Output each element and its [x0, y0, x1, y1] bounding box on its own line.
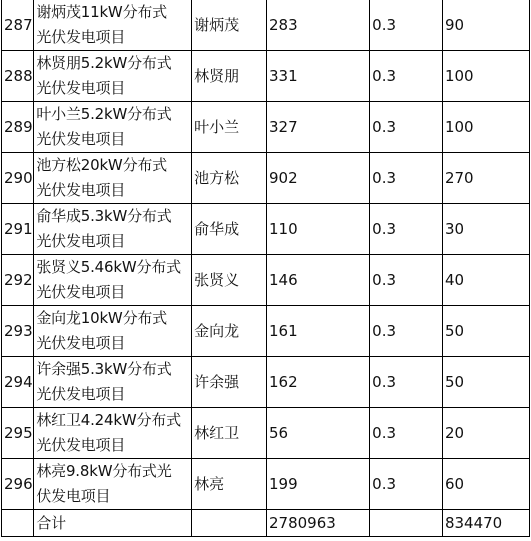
price-value: 0.3 [370, 204, 443, 255]
project-name-line2: 光伏发电项目 [36, 181, 126, 199]
price-value: 0.3 [370, 153, 443, 204]
total-empty-cell [192, 510, 267, 537]
project-name-line2: 光伏发电项目 [36, 385, 126, 403]
subsidy-value: 30 [442, 204, 529, 255]
capacity-value: 110 [266, 204, 369, 255]
subsidy-value: 100 [442, 102, 529, 153]
capacity-value: 161 [266, 306, 369, 357]
row-number: 288 [2, 51, 34, 102]
table-row [2, 51, 530, 102]
price-value: 0.3 [370, 102, 443, 153]
price-value: 0.3 [370, 255, 443, 306]
capacity-value: 146 [266, 255, 369, 306]
capacity-value: 331 [266, 51, 369, 102]
project-name-line2: 光伏发电项目 [36, 334, 126, 352]
owner-name: 谢炳茂 [192, 0, 267, 51]
owner-name: 叶小兰 [192, 102, 267, 153]
table-row [2, 408, 530, 459]
owner-name: 张贤义 [192, 255, 267, 306]
subsidy-table [1, 0, 530, 537]
row-number: 291 [2, 204, 34, 255]
row-number: 295 [2, 408, 34, 459]
price-value: 0.3 [370, 459, 443, 510]
total-empty-cell [2, 510, 34, 537]
total-capacity: 2780963 [266, 510, 369, 537]
row-number: 289 [2, 102, 34, 153]
table-row [2, 255, 530, 306]
owner-name: 林红卫 [192, 408, 267, 459]
project-name-line1: 林红卫4.24kW分布式 [36, 411, 181, 429]
project-name-line1: 许余强5.3kW分布式 [36, 360, 172, 378]
project-name-line1: 叶小兰5.2kW分布式 [36, 105, 172, 123]
capacity-value: 56 [266, 408, 369, 459]
row-number: 296 [2, 459, 34, 510]
total-empty-cell [370, 510, 443, 537]
project-name-line2: 光伏发电项目 [36, 79, 126, 97]
table-row [2, 459, 530, 510]
table-row [2, 204, 530, 255]
project-name-line1: 谢炳茂11kW分布式 [36, 3, 167, 21]
capacity-value: 902 [266, 153, 369, 204]
owner-name: 林亮 [192, 459, 267, 510]
table-row [2, 357, 530, 408]
owner-name: 池方松 [192, 153, 267, 204]
price-value: 0.3 [370, 306, 443, 357]
subsidy-value: 20 [442, 408, 529, 459]
project-name [34, 306, 192, 357]
subsidy-value: 60 [442, 459, 529, 510]
subsidy-value: 50 [442, 357, 529, 408]
subsidy-value: 50 [442, 306, 529, 357]
project-name-line1: 林亮9.8kW分布式光 [36, 462, 172, 480]
project-name-line2: 光伏发电项目 [36, 283, 126, 301]
price-value: 0.3 [370, 51, 443, 102]
owner-name: 金向龙 [192, 306, 267, 357]
subsidy-value: 100 [442, 51, 529, 102]
row-number: 293 [2, 306, 34, 357]
table-row [2, 306, 530, 357]
project-name-line1: 俞华成5.3kW分布式 [36, 207, 172, 225]
project-name-line1: 金向龙10kW分布式 [36, 309, 167, 327]
owner-name: 许余强 [192, 357, 267, 408]
row-number: 287 [2, 0, 34, 51]
capacity-value: 283 [266, 0, 369, 51]
total-label: 合计 [34, 510, 192, 537]
row-number: 294 [2, 357, 34, 408]
project-name [34, 153, 192, 204]
table-row [2, 0, 530, 51]
row-number: 292 [2, 255, 34, 306]
subsidy-value: 40 [442, 255, 529, 306]
project-name-line2: 光伏发电项目 [36, 436, 126, 454]
project-name [34, 357, 192, 408]
project-name-line2: 光伏发电项目 [36, 130, 126, 148]
table-row [2, 153, 530, 204]
project-name-line2: 伏发电项目 [36, 487, 111, 505]
subsidy-value: 270 [442, 153, 529, 204]
row-number: 290 [2, 153, 34, 204]
owner-name: 俞华成 [192, 204, 267, 255]
price-value: 0.3 [370, 408, 443, 459]
subsidy-value: 90 [442, 0, 529, 51]
project-name [34, 204, 192, 255]
capacity-value: 327 [266, 102, 369, 153]
price-value: 0.3 [370, 357, 443, 408]
project-name [34, 51, 192, 102]
project-name [34, 408, 192, 459]
project-name-line2: 光伏发电项目 [36, 232, 126, 250]
owner-name: 林贤朋 [192, 51, 267, 102]
total-row [2, 510, 530, 537]
price-value: 0.3 [370, 0, 443, 51]
total-subsidy: 834470 [442, 510, 529, 537]
capacity-value: 162 [266, 357, 369, 408]
project-name [34, 0, 192, 51]
table-row [2, 102, 530, 153]
project-name-line1: 张贤义5.46kW分布式 [36, 258, 181, 276]
project-name [34, 459, 192, 510]
capacity-value: 199 [266, 459, 369, 510]
project-name-line2: 光伏发电项目 [36, 28, 126, 46]
project-name [34, 255, 192, 306]
project-name-line1: 林贤朋5.2kW分布式 [36, 54, 172, 72]
project-name [34, 102, 192, 153]
project-name-line1: 池方松20kW分布式 [36, 156, 167, 174]
